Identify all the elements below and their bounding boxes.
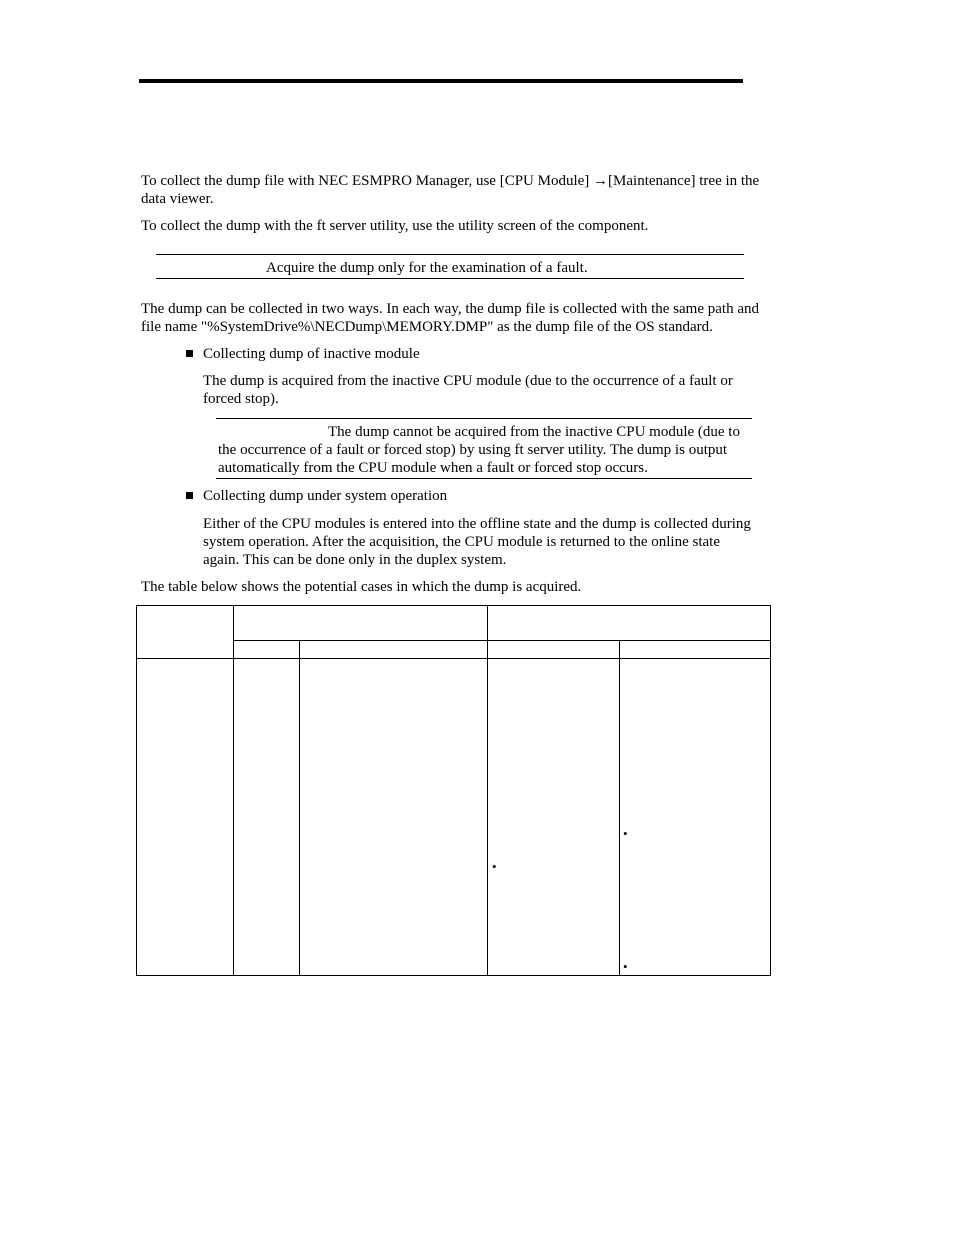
table-row-divider [233,640,771,641]
tip-note-text: The dump cannot be acquired from the inactive CPU module (due to the occurrence of a fault or forced stop) by using ft server utility. The dump is output automatically from the CPU module when a fault or forced stop occurs. [218,424,740,476]
paragraph-two-ways: The dump can be collected in two ways. In each way, the dump file is collected with the same path and file name "%SystemDrive%\NECDump\MEMORY.DMP" as the dump file of the OS standard. [141,301,759,335]
table-row-divider [136,658,771,659]
table-col-divider [619,640,620,976]
paragraph-ft-utility: To collect the dump with the ft server utility, use the utility screen of the component. [141,218,649,234]
table-bullet: • [623,826,628,841]
paragraph-table-intro: The table below shows the potential cases in which the dump is acquired. [141,579,582,595]
table-col-divider [233,605,234,976]
bullet-inactive-module-text: The dump is acquired from the inactive CPU module (due to the occurrence of a fault or forced stop). [203,373,733,407]
important-note-text: Acquire the dump only for the examination of a fault. [266,260,588,276]
paragraph-esmpro: To collect the dump file with NEC ESMPRO Manager, use [CPU Module] →[Maintenance] tree in the data viewer. [141,173,760,207]
table-col-divider [299,640,300,976]
table-bullet: • [623,959,628,974]
bullet-system-operation-text: Either of the CPU modules is entered into the offline state and the dump is collected during system operation. After the acquisition, the CPU module is returned to the online state again. This can be done only in the duplex system. [203,516,751,568]
table-frame [136,605,771,976]
table-bullet: • [492,859,497,874]
table-col-divider [487,605,488,976]
bullet-inactive-module: Collecting dump of inactive module [203,346,420,362]
bullet-system-operation: Collecting dump under system operation [203,488,448,504]
